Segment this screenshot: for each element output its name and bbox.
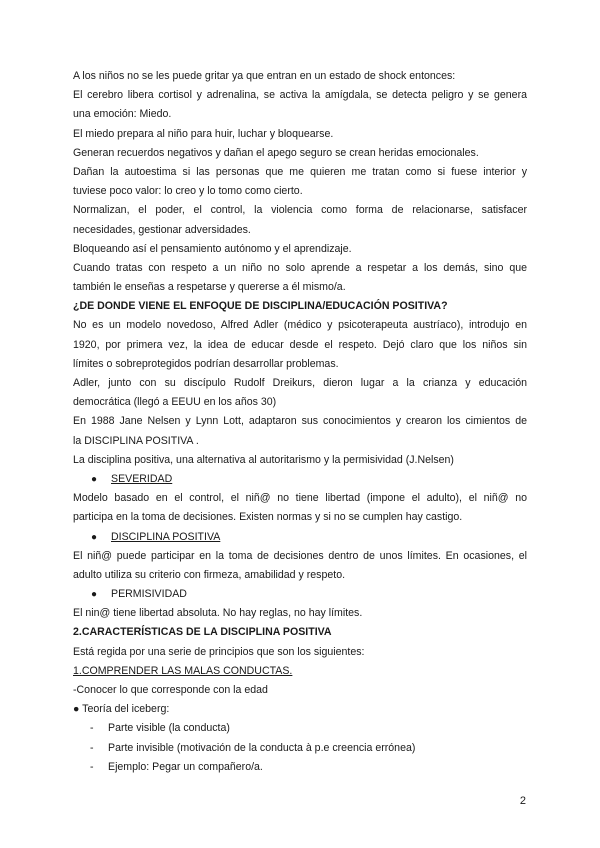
bullet-label: PERMISIVIDAD <box>111 588 187 601</box>
text-line: El cerebro libera cortisol y adrenalina, se activa la amígdala, se detecta peligro y se genera <box>73 89 527 102</box>
dash-item <box>73 758 527 777</box>
bullet-item <box>73 528 527 547</box>
text-line: participa en la toma de decisiones. Existen normas y si no se cumplen hay castigo. <box>73 511 463 524</box>
text-line: también le enseñas a respetarse y quererse a él mismo/a. <box>73 281 346 294</box>
text-line: Está regida por una serie de principios que son los siguientes: <box>73 645 365 658</box>
bullet-icon: ● <box>91 589 98 601</box>
text-line: 1920, por primera vez, la idea de educar desde el respeto. Dejó claro que los niños sin <box>73 338 527 351</box>
dash-label: Parte invisible (motivación de la conducta à p.e creencia errónea) <box>108 741 416 754</box>
text-line: A los niños no se les puede gritar ya que entran en un estado de shock entonces: <box>73 70 456 82</box>
text-line: Adler, junto con su discípulo Rudolf Dreikurs, dieron lugar a la crianza y educación <box>73 377 527 389</box>
dash-item <box>73 719 527 738</box>
bullet-label: DISCIPLINA POSITIVA <box>111 530 221 543</box>
text-line: El nin@ tiene libertad absoluta. No hay reglas, no hay límites. <box>73 607 363 620</box>
text-line: democrática (llegó a EEUU en los años 30) <box>73 396 277 409</box>
dash-label: Ejemplo: Pegar un compañero/a. <box>108 760 263 773</box>
text-line: Bloqueando así el pensamiento autónomo y el aprendizaje. <box>73 242 352 255</box>
subsection-heading: 1.COMPRENDER LAS MALAS CONDUCTAS. <box>73 664 293 677</box>
text-line: Generan recuerdos negativos y dañan el apego seguro se crean heridas emocionales. <box>73 146 479 159</box>
text-line: El miedo prepara al niño para huir, luchar y bloquearse. <box>73 127 334 140</box>
text-line: Dañan la autoestima si las personas que me quieren me tratan como si fuese interior y <box>73 165 527 178</box>
dash-marker: - <box>90 760 94 773</box>
section-heading: 2.CARACTERÍSTICAS DE LA DISCIPLINA POSITIVA <box>73 626 332 639</box>
section-heading: ¿DE DONDE VIENE EL ENFOQUE DE DISCIPLINA/EDUCACIÓN POSITIVA? <box>73 300 448 313</box>
bullet-label: SEVERIDAD <box>111 472 173 485</box>
text-line: necesidades, gestionar adversidades. <box>73 223 251 236</box>
text-line: Modelo basado en el control, el niñ@ no tiene libertad (impone el adulto), el niñ@ no <box>73 492 527 505</box>
text-line: -Conocer lo que corresponde con la edad <box>73 684 268 696</box>
dash-item <box>73 739 527 758</box>
text-line: Cuando tratas con respeto a un niño no solo aprende a respetar a los demás, sino que <box>73 261 527 274</box>
dash-marker: - <box>90 741 94 754</box>
text-line: la DISCIPLINA POSITIVA . <box>73 434 199 447</box>
bullet-icon: ● <box>91 473 98 485</box>
text-line: La disciplina positiva, una alternativa al autoritarismo y la permisividad (J.Nelsen) <box>73 453 454 466</box>
text-line: ● Teoría del iceberg: <box>73 703 170 716</box>
text-line: El niñ@ puede participar en la toma de decisiones dentro de unos límites. En ocasiones, el <box>73 549 527 562</box>
dash-marker: - <box>90 722 94 735</box>
text-line: límites o sobreprotegidos podrían desarrollar problemas. <box>73 357 339 370</box>
text-line: adulto utiliza su criterio con firmeza, amabilidad y respeto. <box>73 568 346 581</box>
bullet-item <box>73 585 527 604</box>
bullet-icon: ● <box>91 531 98 543</box>
dash-label: Parte visible (la conducta) <box>108 722 230 735</box>
bullet-item <box>73 470 527 489</box>
text-line: una emoción: Miedo. <box>73 108 172 121</box>
page-number: 2 <box>519 795 526 807</box>
text-line: En 1988 Jane Nelsen y Lynn Lott, adaptaron sus conocimientos y crearon los cimientos de <box>73 415 527 428</box>
text-line: No es un modelo novedoso, Alfred Adler (médico y psicoterapeuta austríaco), introdujo en <box>73 319 527 332</box>
text-line: Normalizan, el poder, el control, la violencia como forma de relacionarse, satisfacer <box>73 204 527 217</box>
page-body <box>73 67 527 777</box>
text-line: tuviese poco valor: lo creo y lo tomo como cierto. <box>73 185 303 198</box>
